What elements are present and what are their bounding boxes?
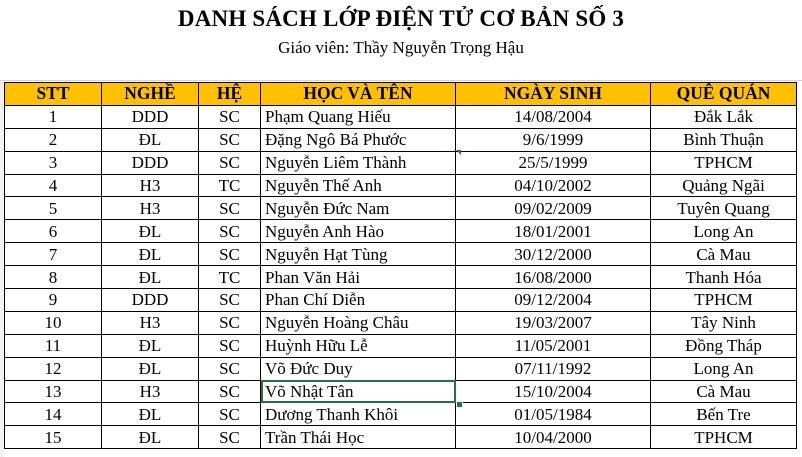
cell-he[interactable]: SC <box>199 243 261 266</box>
cell-hometown[interactable]: Thanh Hóa <box>651 266 797 289</box>
teacher-subtitle: Giáo viên: Thầy Nguyễn Trọng Hậu <box>278 38 524 57</box>
cell-dob[interactable]: 07/11/1992 <box>456 357 651 380</box>
cell-name[interactable]: Nguyễn Hoàng Châu <box>261 311 456 334</box>
table-row <box>5 403 797 426</box>
cell-he[interactable]: SC <box>199 380 261 403</box>
cell-stt[interactable]: 5 <box>5 197 102 220</box>
header-row <box>5 83 797 106</box>
student-table <box>4 82 797 449</box>
cell-he[interactable]: SC <box>199 357 261 380</box>
cell-stt[interactable]: 9 <box>5 289 102 312</box>
cell-he[interactable]: SC <box>199 151 261 174</box>
cell-stt[interactable]: 13 <box>5 380 102 403</box>
cell-nghe[interactable]: H3 <box>102 174 199 197</box>
cell-he[interactable]: SC <box>199 311 261 334</box>
cell-name[interactable]: Trần Thái Học <box>261 426 456 449</box>
cell-hometown[interactable]: Bến Tre <box>651 403 797 426</box>
sheet-title: DANH SÁCH LỚP ĐIỆN TỬ CƠ BẢN SỐ 3 <box>177 6 625 31</box>
cell-name[interactable]: Võ Đức Duy <box>261 357 456 380</box>
fill-handle[interactable] <box>456 401 463 408</box>
cell-stt[interactable]: 12 <box>5 357 102 380</box>
cell-dob[interactable]: 11/05/2001 <box>456 334 651 357</box>
cell-he[interactable]: SC <box>199 334 261 357</box>
cell-he[interactable]: SC <box>199 128 261 151</box>
cell-dob[interactable]: 19/03/2007 <box>456 311 651 334</box>
cell-name[interactable]: Nguyễn Hạt Tùng <box>261 243 456 266</box>
cell-dob[interactable]: 18/01/2001 <box>456 220 651 243</box>
cell-stt[interactable]: 6 <box>5 220 102 243</box>
table-row <box>5 105 797 128</box>
cell-nghe[interactable]: ĐL <box>102 403 199 426</box>
cell-name[interactable]: Phạm Quang Hiếu <box>261 105 456 128</box>
cell-dob[interactable]: 09/12/2004 <box>456 289 651 312</box>
cell-hometown[interactable]: Quảng Ngãi <box>651 174 797 197</box>
cell-nghe[interactable]: ĐL <box>102 357 199 380</box>
cell-name[interactable]: Đặng Ngô Bá Phước <box>261 128 456 151</box>
cell-name[interactable]: Nguyễn Anh Hào <box>261 220 456 243</box>
cell-dob[interactable]: 15/10/2004 <box>456 380 651 403</box>
cell-stt[interactable]: 10 <box>5 311 102 334</box>
cell-hometown[interactable]: Long An <box>651 357 797 380</box>
cell-he[interactable]: SC <box>199 289 261 312</box>
table-row <box>5 311 797 334</box>
cell-dob[interactable]: 10/04/2000 <box>456 426 651 449</box>
header-hometown[interactable]: QUÊ QUÁN <box>651 83 797 106</box>
cell-hometown[interactable]: Tây Ninh <box>651 311 797 334</box>
table-row <box>5 289 797 312</box>
cell-nghe[interactable]: ĐL <box>102 334 199 357</box>
table-row <box>5 220 797 243</box>
table-row <box>5 334 797 357</box>
cell-nghe[interactable]: ĐL <box>102 426 199 449</box>
header-nghe[interactable]: NGHỀ <box>102 83 199 106</box>
cell-dob[interactable]: 25/5/1999 <box>456 151 651 174</box>
table-row <box>5 266 797 289</box>
cell-he[interactable]: SC <box>199 105 261 128</box>
cell-dob[interactable]: 16/08/2000 <box>456 266 651 289</box>
cell-hometown[interactable]: Cà Mau <box>651 243 797 266</box>
cell-nghe[interactable]: ĐL <box>102 128 199 151</box>
cell-he[interactable]: SC <box>199 426 261 449</box>
table-row <box>5 243 797 266</box>
header-stt[interactable]: STT <box>5 83 102 106</box>
gridline <box>0 80 802 81</box>
cell-hometown[interactable]: TPHCM <box>651 151 797 174</box>
cell-hometown[interactable]: Đắk Lắk <box>651 105 797 128</box>
cell-nghe[interactable]: ĐL <box>102 220 199 243</box>
cell-name[interactable]: Huỳnh Hữu Lễ <box>261 334 456 357</box>
cell-dob[interactable]: 14/08/2004 <box>456 105 651 128</box>
cell-hometown[interactable]: Cà Mau <box>651 380 797 403</box>
cell-stt[interactable]: 14 <box>5 403 102 426</box>
cell-stt[interactable]: 15 <box>5 426 102 449</box>
cell-dob[interactable]: 09/02/2009 <box>456 197 651 220</box>
cell-he[interactable]: SC <box>199 403 261 426</box>
cell-hometown[interactable]: TPHCM <box>651 289 797 312</box>
cell-name[interactable]: Phan Chí Diễn <box>261 289 456 312</box>
table-row <box>5 380 797 403</box>
cell-he[interactable]: SC <box>199 197 261 220</box>
cell-hometown[interactable]: TPHCM <box>651 426 797 449</box>
cell-hometown[interactable]: Tuyên Quang <box>651 197 797 220</box>
cell-stt[interactable]: 3 <box>5 151 102 174</box>
cell-dob[interactable]: 9/6/1999 <box>456 128 651 151</box>
cell-dob[interactable]: 30/12/2000 <box>456 243 651 266</box>
cell-hometown[interactable]: Long An <box>651 220 797 243</box>
table-row <box>5 128 797 151</box>
cell-stt[interactable]: 11 <box>5 334 102 357</box>
cell-he[interactable]: TC <box>199 266 261 289</box>
cell-dob[interactable]: 01/05/1984 <box>456 403 651 426</box>
cell-stt[interactable]: 7 <box>5 243 102 266</box>
table-row <box>5 151 797 174</box>
cell-name[interactable]: Võ Nhật Tân <box>261 380 456 403</box>
table-row <box>5 174 797 197</box>
table-row <box>5 426 797 449</box>
cell-nghe[interactable]: H3 <box>102 311 199 334</box>
cell-stt[interactable]: 4 <box>5 174 102 197</box>
cell-hometown[interactable]: Đồng Tháp <box>651 334 797 357</box>
cell-name[interactable]: Dương Thanh Khôi <box>261 403 456 426</box>
cell-name[interactable]: Phan Văn Hải <box>261 266 456 289</box>
cell-name[interactable]: Nguyễn Liêm Thành <box>261 151 456 174</box>
cell-name[interactable]: Nguyễn Đức Nam <box>261 197 456 220</box>
cell-nghe[interactable]: DDD <box>102 105 199 128</box>
table-row <box>5 197 797 220</box>
header-dob[interactable]: NGÀY SINH <box>456 83 651 106</box>
table-row <box>5 357 797 380</box>
cell-hometown[interactable]: Bình Thuận <box>651 128 797 151</box>
header-name[interactable]: HỌC VÀ TÊN <box>261 83 456 106</box>
cell-he[interactable]: TC <box>199 174 261 197</box>
cell-nghe[interactable]: DDD <box>102 151 199 174</box>
cell-stt[interactable]: 2 <box>5 128 102 151</box>
cell-nghe[interactable]: H3 <box>102 380 199 403</box>
cell-stt[interactable]: 8 <box>5 266 102 289</box>
cell-name[interactable]: Nguyễn Thế Anh <box>261 174 456 197</box>
cell-nghe[interactable]: DDD <box>102 289 199 312</box>
cell-nghe[interactable]: ĐL <box>102 266 199 289</box>
cell-stt[interactable]: 1 <box>5 105 102 128</box>
cell-nghe[interactable]: ĐL <box>102 243 199 266</box>
cell-indicator-icon <box>456 150 461 155</box>
cell-nghe[interactable]: H3 <box>102 197 199 220</box>
header-he[interactable]: HỆ <box>199 83 261 106</box>
cell-he[interactable]: SC <box>199 220 261 243</box>
cell-dob[interactable]: 04/10/2002 <box>456 174 651 197</box>
